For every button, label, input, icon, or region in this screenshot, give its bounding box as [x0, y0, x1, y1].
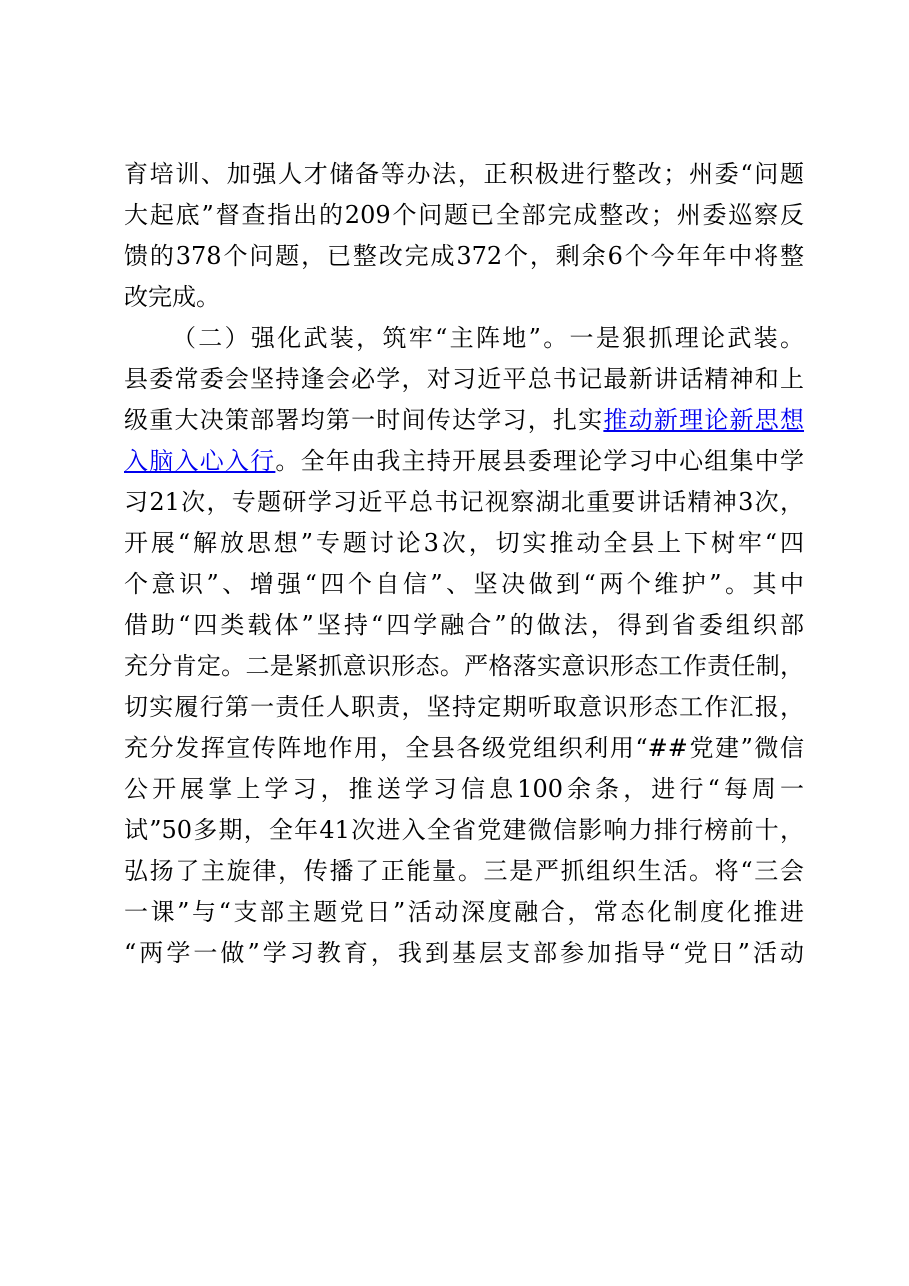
text-line: 借助“四类载体”坚持“四学融合”的做法，得到省委组织部	[124, 611, 804, 639]
text-segment: 级重大决策部署均第一时间传达学习，扎实	[124, 406, 604, 434]
text-line: 弘扬了主旋律，传播了正能量。三是严抓组织生活。将“三会	[124, 857, 804, 885]
text-line: 试”50多期，全年41次进入全省党建微信影响力排行榜前十，	[124, 816, 804, 844]
text-line: 切实履行第一责任人职责，坚持定期听取意识形态工作汇报，	[124, 693, 804, 721]
text-line: 大起底”督查指出的209个问题已全部完成整改；州委巡察反	[124, 201, 804, 229]
text-line: 馈的378个问题，已整改完成372个，剩余6个今年年中将整	[124, 242, 804, 270]
text-line: 育培训、加强人才储备等办法，正积极进行整改；州委“问题	[124, 160, 804, 188]
text-line: 个意识”、增强“四个自信”、坚决做到“两个维护”。其中	[124, 570, 804, 598]
text-line: 改完成。	[124, 283, 220, 311]
text-line: 充分肯定。二是紧抓意识形态。严格落实意识形态工作责任制，	[124, 652, 804, 680]
text-line: 一课”与“支部主题党日”活动深度融合，常态化制度化推进	[124, 898, 804, 926]
text-line-with-link	[124, 441, 804, 482]
text-line: 开展“解放思想”专题讨论3次，切实推动全县上下树牢“四	[124, 529, 804, 557]
text-line: 公开展掌上学习，推送学习信息100余条，进行“每周一	[124, 775, 804, 803]
section-heading-line: （二）强化武装，筑牢“主阵地”。一是狠抓理论武装。	[172, 324, 804, 352]
text-line: “两学一做”学习教育，我到基层支部参加指导“党日”活动	[124, 939, 804, 967]
text-segment: 。全年由我主持开展县委理论学习中心组集中学	[275, 447, 805, 475]
text-line-with-link	[124, 400, 804, 441]
text-line: 县委常委会坚持逢会必学，对习近平总书记最新讲话精神和上	[124, 365, 804, 393]
text-line: 充分发挥宣传阵地作用，全县各级党组织利用“##党建”微信	[124, 734, 804, 762]
document-body	[124, 154, 804, 974]
theory-link-part1[interactable]: 推动新理论新思想	[603, 406, 805, 434]
theory-link-part2[interactable]: 入脑入心入行	[124, 447, 276, 475]
text-line: 习21次，专题研学习近平总书记视察湖北重要讲话精神3次，	[124, 488, 804, 516]
